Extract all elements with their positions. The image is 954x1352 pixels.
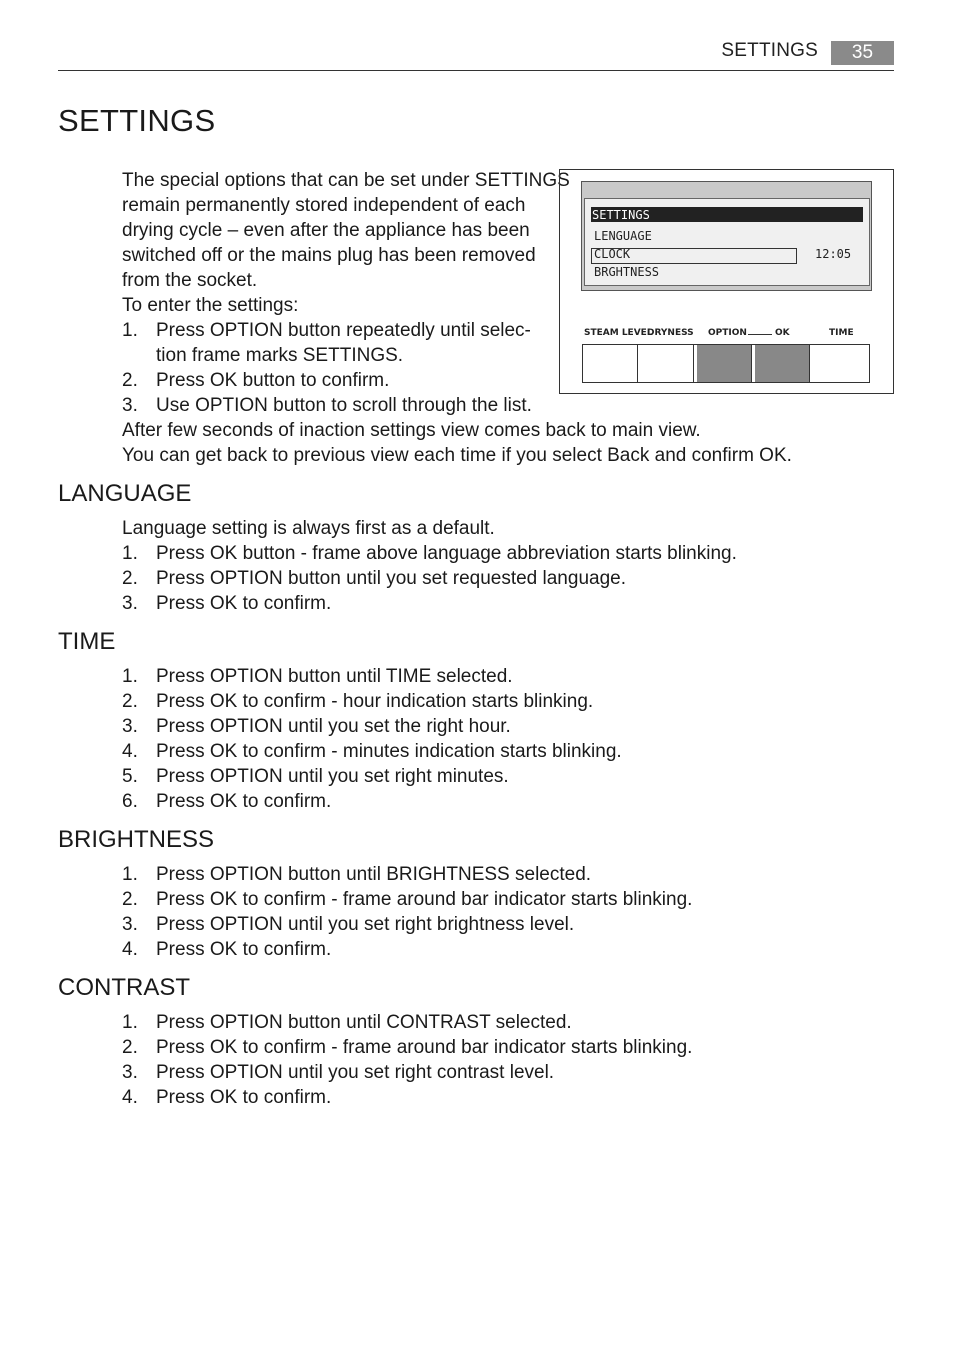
step-text: Press OK to confirm - hour indication starts blinking. [156, 691, 594, 712]
step-number: 3. [122, 395, 138, 416]
dryness-button[interactable] [639, 345, 694, 382]
list-item [122, 591, 737, 616]
intro-line: drying cycle – even after the appliance has been [122, 220, 530, 241]
ok-button[interactable] [755, 345, 810, 382]
list-item [122, 689, 622, 714]
step-text: Press OPTION until you set right contrast level. [156, 1062, 555, 1083]
list-item [122, 739, 622, 764]
list-item [122, 1060, 692, 1085]
list-item [122, 1010, 692, 1035]
step-text: Press OPTION button until BRIGHTNESS selected. [156, 864, 592, 885]
step-text: Press OPTION button repeatedly until selec- [156, 320, 531, 341]
list-item [122, 714, 622, 739]
list-item [122, 887, 692, 912]
step-number: 3. [122, 1062, 138, 1083]
step-number: 2. [122, 568, 138, 589]
intro-line: To enter the settings: [122, 295, 299, 316]
after-line: After few seconds of inaction settings view comes back to main view. [122, 420, 701, 441]
steam-level-button[interactable] [583, 345, 638, 382]
step-text: Press OPTION until you set the right hour. [156, 716, 511, 737]
step-number: 2. [122, 889, 138, 910]
step-text: Press OK to confirm. [156, 939, 332, 960]
step-number: 4. [122, 1087, 138, 1108]
step-number: 1. [122, 666, 138, 687]
step-number: 3. [122, 593, 138, 614]
page-title: SETTINGS [58, 103, 216, 138]
display-row-clock: CLOCK [594, 247, 631, 261]
step-number: 2. [122, 1037, 138, 1058]
list-item [122, 1085, 692, 1110]
language-intro: Language setting is always first as a default. [122, 518, 495, 539]
section-heading-time: TIME [58, 628, 116, 655]
list-item [122, 1035, 692, 1060]
section-heading-brightness: BRIGHTNESS [58, 826, 215, 853]
button-label-time: TIME [829, 328, 854, 338]
list-item [122, 664, 622, 689]
step-number: 6. [122, 791, 138, 812]
step-text: Press OK button - frame above language abbreviation starts blinking. [156, 543, 737, 564]
language-steps [122, 541, 737, 616]
step-text: Press OPTION button until CONTRAST selected. [156, 1012, 572, 1033]
list-item [122, 566, 737, 591]
step-number: 4. [122, 939, 138, 960]
step-text: Press OK to confirm. [156, 1087, 332, 1108]
step-number: 3. [122, 914, 138, 935]
list-item [122, 789, 622, 814]
step-text: Press OPTION button until TIME selected. [156, 666, 513, 687]
list-item [122, 541, 737, 566]
list-item [122, 318, 532, 368]
list-item [122, 764, 622, 789]
step-text: Press OK to confirm - frame around bar indicator starts blinking. [156, 889, 693, 910]
display-row-brightness: BRGHTNESS [594, 265, 660, 279]
step-number: 2. [122, 370, 138, 391]
step-text: Press OK button to confirm. [156, 370, 390, 391]
intro-paragraph [122, 168, 570, 318]
display-clock-value: 12:05 [815, 247, 852, 261]
button-label-ok: OK [775, 328, 790, 338]
intro-steps [122, 318, 532, 418]
button-label-steam-level: STEAM LEVEL [584, 328, 653, 338]
intro-line: remain permanently stored independent of each [122, 195, 526, 216]
page-number: 35 [831, 41, 894, 65]
list-item [122, 393, 532, 418]
step-number: 5. [122, 766, 138, 787]
running-header-section: SETTINGS [721, 40, 818, 61]
brightness-steps [122, 862, 692, 962]
step-number: 1. [122, 320, 138, 341]
step-text: Press OPTION button until you set requested language. [156, 568, 626, 589]
intro-line: The special options that can be set under SETTINGS [122, 170, 570, 191]
option-button[interactable] [697, 345, 752, 382]
display-row-language: LENGUAGE [594, 229, 652, 243]
list-item [122, 937, 692, 962]
button-label-option: OPTION [708, 328, 747, 338]
option-ok-connector [748, 334, 772, 335]
intro-after [122, 418, 792, 468]
intro-line: switched off or the mains plug has been removed [122, 245, 536, 266]
step-text: Press OK to confirm - minutes indication starts blinking. [156, 741, 622, 762]
button-label-dryness: DRYNESS [647, 328, 694, 338]
display-row-settings: SETTINGS [592, 208, 650, 222]
time-steps [122, 664, 622, 814]
step-number: 3. [122, 716, 138, 737]
step-number: 1. [122, 543, 138, 564]
list-item [122, 912, 692, 937]
step-number: 2. [122, 691, 138, 712]
step-text: Press OK to confirm - frame around bar indicator starts blinking. [156, 1037, 693, 1058]
step-text: Press OPTION until you set right minutes. [156, 766, 509, 787]
after-line: You can get back to previous view each time if you select Back and confirm OK. [122, 445, 792, 466]
step-text: tion frame marks SETTINGS. [156, 345, 404, 366]
step-text: Press OK to confirm. [156, 791, 332, 812]
section-heading-language: LANGUAGE [58, 480, 192, 507]
step-number: 4. [122, 741, 138, 762]
time-button[interactable] [812, 345, 869, 382]
list-item [122, 368, 532, 393]
step-text: Press OPTION until you set right brightness level. [156, 914, 575, 935]
step-text: Use OPTION button to scroll through the list. [156, 395, 532, 416]
contrast-steps [122, 1010, 692, 1110]
list-item [122, 862, 692, 887]
step-number: 1. [122, 1012, 138, 1033]
section-heading-contrast: CONTRAST [58, 974, 190, 1001]
intro-line: from the socket. [122, 270, 258, 291]
header-rule [58, 70, 894, 71]
step-number: 1. [122, 864, 138, 885]
step-text: Press OK to confirm. [156, 593, 332, 614]
